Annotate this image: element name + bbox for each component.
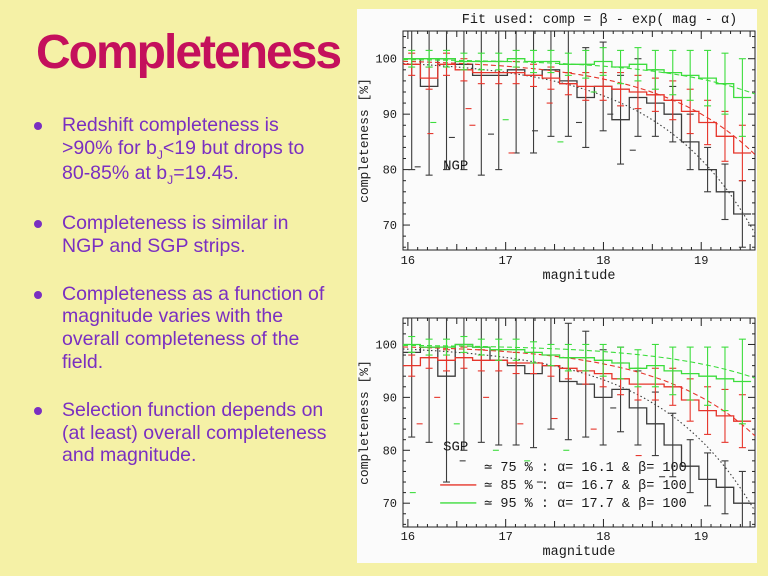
y-tick-label: 80: [382, 444, 397, 459]
y-tick-label: 100: [375, 52, 397, 67]
figure-panel: [357, 9, 757, 563]
chart-ngp: [357, 23, 757, 299]
figure-title: Fit used: comp = β - exp( mag - α): [461, 13, 738, 28]
y-tick-label: 70: [382, 219, 397, 234]
legend-entry: ≃ 75 % : α= 16.1 & β= 100: [484, 460, 687, 476]
bullet-text: Selection function depends on (at least) overall completeness and magnitude.: [62, 398, 327, 467]
y-tick-label: 90: [382, 108, 397, 123]
bullet-item-function-of-magnitude: [28, 283, 353, 374]
bullet-text: Redshift completeness is >90% for $b_J<19$ but drops to 80-85% at $b_J=19.45$.: [62, 114, 305, 187]
y-tick-label: 80: [382, 163, 397, 178]
bullet-dot-icon: [34, 122, 42, 130]
y-tick-label: 90: [382, 391, 397, 406]
y-tick-label: 70: [382, 497, 397, 512]
subscript-j: J: [167, 172, 174, 187]
bullet-item-redshift: [28, 114, 353, 187]
x-tick-label: 19: [694, 530, 709, 544]
bullet-list: [28, 114, 353, 492]
data-layer: [403, 23, 755, 247]
bullet-item-selection-function: [28, 399, 353, 467]
x-tick-label: 18: [596, 254, 611, 268]
y-axis-label: completeness [%]: [357, 360, 372, 485]
series-errorbars-2: [408, 337, 746, 424]
fit-line-0: [403, 64, 755, 234]
x-axis-label: magnitude: [542, 545, 616, 560]
region-label: SGP: [443, 439, 469, 456]
bullet-dot-icon: [34, 407, 42, 415]
subscript-j: J: [156, 147, 163, 162]
x-tick-label: 17: [498, 530, 513, 544]
y-tick-label: 100: [375, 338, 397, 353]
x-tick-label: 16: [400, 254, 416, 268]
y-axis-label: completeness [%]: [357, 78, 372, 203]
region-label: NGP: [443, 158, 469, 175]
bullet-item-similar-strips: [28, 212, 353, 258]
page-title: Completeness: [36, 26, 341, 79]
legend: [440, 461, 687, 512]
x-tick-label: 17: [498, 254, 513, 268]
chart-sgp: [357, 303, 757, 565]
bullet-text: Completeness is similar in NGP and SGP strips.: [62, 211, 289, 257]
bullet-text: Completeness as a function of magnitude varies with the overall completeness of the field.: [62, 282, 325, 373]
legend-entry: ≃ 95 % : α= 17.7 & β= 100: [484, 496, 687, 512]
x-axis-label: magnitude: [542, 269, 616, 284]
x-tick-label: 19: [694, 254, 709, 268]
legend-entry: ≃ 85 % : α= 16.7 & β= 100: [484, 478, 687, 494]
series-step-0: [403, 59, 751, 214]
x-tick-label: 18: [596, 530, 611, 544]
bullet-dot-icon: [34, 220, 42, 228]
x-tick-label: 16: [400, 530, 416, 544]
series-errorbars-0: [408, 23, 746, 247]
bullet-dot-icon: [34, 291, 42, 299]
fit-line-1: [403, 61, 755, 154]
